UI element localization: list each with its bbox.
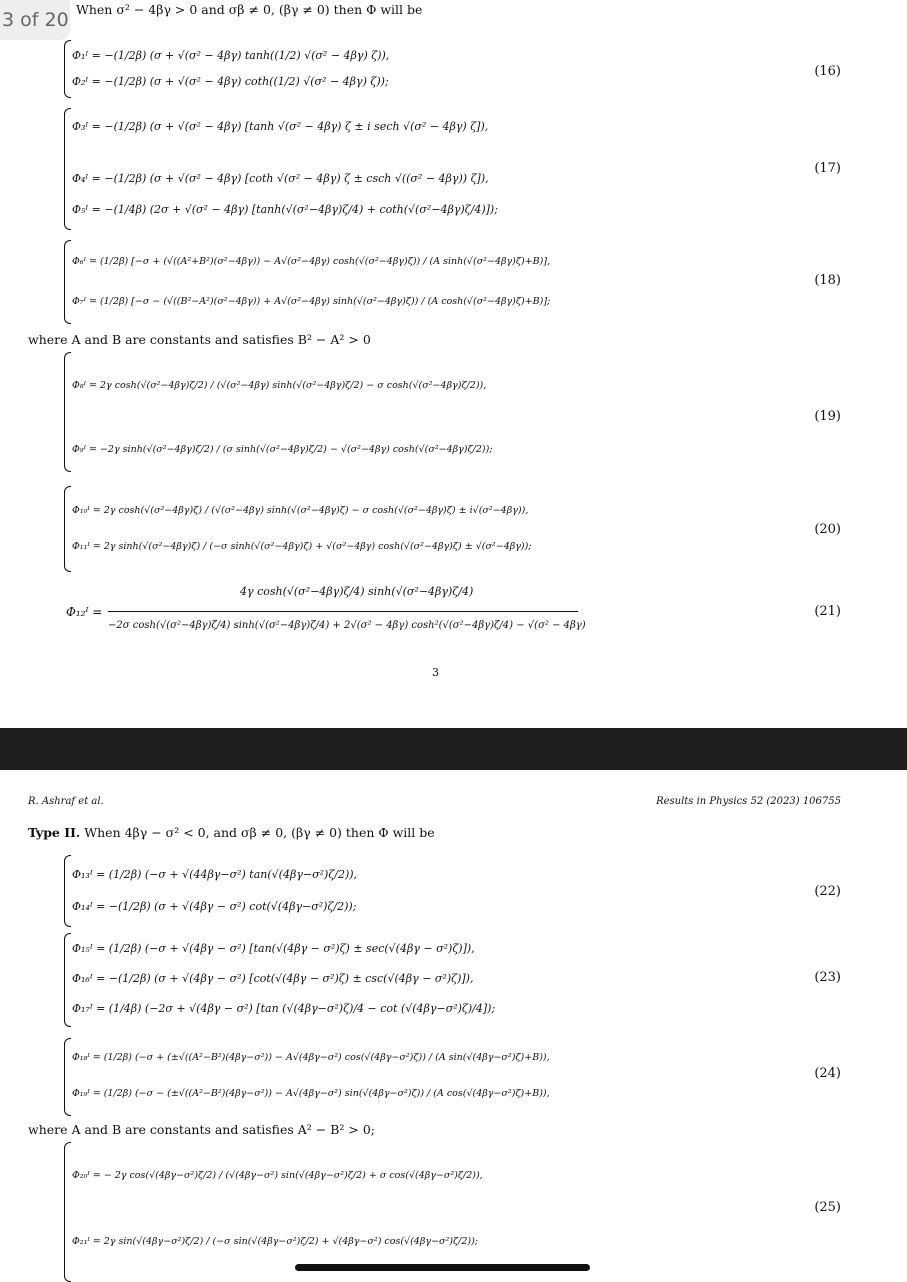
equation-number-18: (18) [814,273,841,288]
equation-phi20: Φ₂₀ᴵ = − 2γ cos(√(4βγ−σ²)ζ/2) / (√(4βγ−σ²) sin(√(4βγ−σ²)ζ/2) + σ cos(√(4βγ−σ²)ζ/2)), [72,1170,483,1181]
page-gap [0,728,907,770]
equation-brace [64,1142,71,1282]
equation-number-19: (19) [814,409,841,424]
equation-phi1: Φ₁ᴵ = −(1/2β) (σ + √(σ² − 4βγ) tanh((1/2) √(σ² − 4βγ) ζ)), [72,49,390,62]
equation-brace [64,933,71,1027]
horizontal-scrollbar[interactable] [295,1264,590,1271]
equation-phi11: Φ₁₁ᴵ = 2γ sinh(√(σ²−4βγ)ζ) / (−σ sinh(√(σ²−4βγ)ζ) + √(σ²−4βγ) cosh(√(σ²−4βγ)ζ) ± √(σ²−4βγ)); [72,541,532,552]
equation-phi13: Φ₁₃ᴵ = (1/2β) (−σ + √(44βγ−σ²) tan(√(4βγ−σ²)ζ/2)), [72,868,358,881]
equation-phi12-lhs: Φ₁₂ᴵ = [66,605,103,619]
constants-condition-text: where A and B are constants and satisfies A² − B² > 0; [28,1122,376,1137]
type-label: Type II. [28,825,81,840]
equation-phi17: Φ₁₇ᴵ = (1/4β) (−2σ + √(4βγ − σ²) [tan (√(4βγ−σ²)ζ)/4 − cot (√(4βγ−σ²)ζ)/4]); [72,1002,496,1015]
running-head-authors: R. Ashraf et al. [28,796,104,807]
equation-phi15: Φ₁₅ᴵ = (1/2β) (−σ + √(4βγ − σ²) [tan(√(4βγ − σ²)ζ) ± sec(√(4βγ − σ²)ζ)]), [72,942,475,955]
equation-brace [64,40,71,98]
equation-brace [64,1038,71,1116]
running-head-journal: Results in Physics 52 (2023) 106755 [656,796,841,807]
equation-phi7: Φ₇ᴵ = (1/2β) [−σ − (√((B²−A²)(σ²−4βγ)) + A√(σ²−4βγ) sinh(√(σ²−4βγ)ζ)) / (A cosh(√(σ²−4βγ)ζ)+B)]; [72,296,551,307]
page-indicator: 3 of 20 [0,0,70,40]
equation-phi19: Φ₁₉ᴵ = (1/2β) (−σ − (±√((A²−B²)(4βγ−σ²)) − A√(4βγ−σ²) sin(√(4βγ−σ²)ζ)) / (A cos(√(4βγ−σ²)ζ)+B)), [72,1088,550,1099]
equation-number-22: (22) [814,884,841,899]
equation-phi12-denominator: −2σ cosh(√(σ²−4βγ)ζ/4) sinh(√(σ²−4βγ)ζ/4) + 2√(σ² − 4βγ) cosh²(√(σ²−4βγ)ζ/4) − √(σ² − 4βγ) [108,620,586,631]
equation-number-25: (25) [814,1200,841,1215]
equation-number-24: (24) [814,1066,841,1081]
equation-brace [64,108,71,230]
equation-brace [64,855,71,927]
equation-number-16: (16) [814,64,841,79]
type-ii-intro: When 4βγ − σ² < 0, and σβ ≠ 0, (βγ ≠ 0) then Φ will be [84,825,435,840]
equation-phi14: Φ₁₄ᴵ = −(1/2β) (σ + √(4βγ − σ²) cot(√(4βγ−σ²)ζ/2)); [72,900,357,913]
constants-condition-text: where A and B are constants and satisfies B² − A² > 0 [28,332,371,347]
equation-number-20: (20) [814,522,841,537]
equation-brace [64,486,71,572]
equation-phi3: Φ₃ᴵ = −(1/2β) (σ + √(σ² − 4βγ) [tanh √(σ² − 4βγ) ζ ± i sech √(σ² − 4βγ) ζ]), [72,120,489,133]
page-number: 3 [432,666,439,679]
equation-brace [64,240,71,324]
type-ii-heading [28,825,435,840]
pdf-page-4 [0,770,907,1280]
case-intro: When σ² − 4βγ > 0 and σβ ≠ 0, (βγ ≠ 0) then Φ will be [76,2,423,17]
equation-phi18: Φ₁₈ᴵ = (1/2β) (−σ + (±√((A²−B²)(4βγ−σ²)) − A√(4βγ−σ²) cos(√(4βγ−σ²)ζ)) / (A sin(√(4βγ−σ²)ζ)+B)), [72,1052,550,1063]
equation-phi12-numerator: 4γ cosh(√(σ²−4βγ)ζ/4) sinh(√(σ²−4βγ)ζ/4) [240,585,474,598]
equation-phi5: Φ₅ᴵ = −(1/4β) (2σ + √(σ² − 4βγ) [tanh(√(σ²−4βγ)ζ/4) + coth(√(σ²−4βγ)ζ/4)]); [72,203,498,216]
equation-brace [64,352,71,472]
equation-phi6: Φ₆ᴵ = (1/2β) [−σ + (√((A²+B²)(σ²−4βγ)) − A√(σ²−4βγ) cosh(√(σ²−4βγ)ζ)) / (A sinh(√(σ²−4βγ)ζ)+B)], [72,256,551,267]
equation-phi9: Φ₉ᴵ = −2γ sinh(√(σ²−4βγ)ζ/2) / (σ sinh(√(σ²−4βγ)ζ/2) − √(σ²−4βγ) cosh(√(σ²−4βγ)ζ/2)); [72,444,493,455]
equation-phi16: Φ₁₆ᴵ = −(1/2β) (σ + √(4βγ − σ²) [cot(√(4βγ − σ²)ζ) ± csc(√(4βγ − σ²)ζ)]), [72,972,474,985]
equation-phi2: Φ₂ᴵ = −(1/2β) (σ + √(σ² − 4βγ) coth((1/2) √(σ² − 4βγ) ζ)); [72,75,389,88]
equation-phi4: Φ₄ᴵ = −(1/2β) (σ + √(σ² − 4βγ) [coth √(σ² − 4βγ) ζ ± csch √((σ² − 4βγ)) ζ]), [72,172,489,185]
fraction-bar [108,611,578,612]
equation-phi8: Φ₈ᴵ = 2γ cosh(√(σ²−4βγ)ζ/2) / (√(σ²−4βγ) sinh(√(σ²−4βγ)ζ/2) − σ cosh(√(σ²−4βγ)ζ/2)), [72,380,487,391]
equation-number-21: (21) [814,604,841,619]
equation-number-17: (17) [814,161,841,176]
equation-number-23: (23) [814,970,841,985]
equation-phi21: Φ₂₁ᴵ = 2γ sin(√(4βγ−σ²)ζ/2) / (−σ sin(√(4βγ−σ²)ζ/2) + √(4βγ−σ²) cos(√(4βγ−σ²)ζ/2)); [72,1236,478,1247]
equation-phi10: Φ₁₀ᴵ = 2γ cosh(√(σ²−4βγ)ζ) / (√(σ²−4βγ) sinh(√(σ²−4βγ)ζ) − σ cosh(√(σ²−4βγ)ζ) ± i√(σ²−4βγ)), [72,505,529,516]
